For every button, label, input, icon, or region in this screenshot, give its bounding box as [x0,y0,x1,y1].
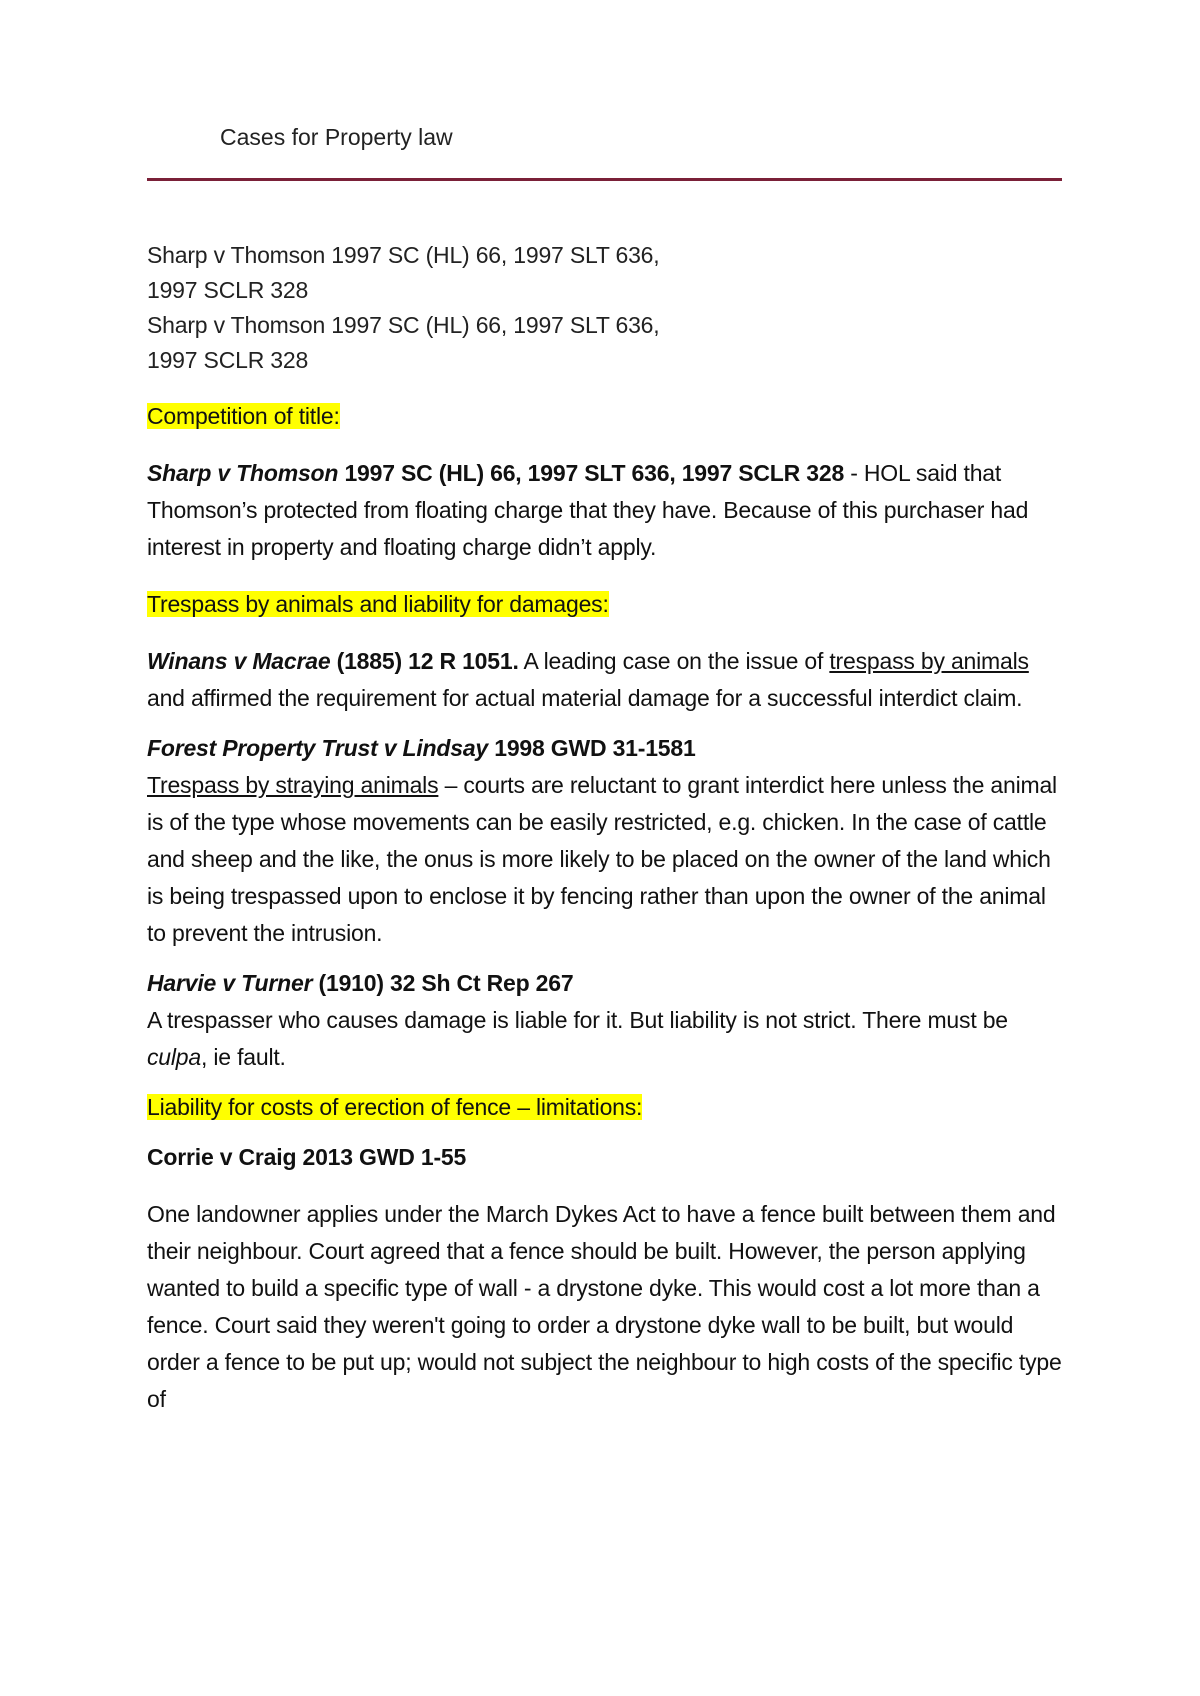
citation-line: 1997 SCLR 328 [147,347,309,373]
page-header-title: Cases for Property law [220,124,453,150]
case-citation: 1997 SC (HL) 66, 1997 SLT 636, 1997 SCLR 328 [338,460,845,486]
case-name: Harvie v Turner [147,970,313,996]
document-body [147,238,1067,1418]
case-summary: – courts are reluctant to grant interdict here unless the animal is of the type whose movements can be easily restricted, e.g. chicken. In the case of cattle and sheep and the like, the onus is more likely to be placed on the owner of the land which is being trespassed upon to enclose it by fencing rather than upon the owner of the animal to prevent the intrusion. [147,772,1057,946]
citation-line: Sharp v Thomson 1997 SC (HL) 66, 1997 SLT 636, [147,312,660,338]
case-entry-sharp [147,455,1067,566]
case-citation: 1998 GWD 31-1581 [488,735,696,761]
case-name: Sharp v Thomson [147,460,339,486]
underlined-term: trespass by animals [829,648,1029,674]
case-citation: (1885) 12 R 1051. [330,648,519,674]
latin-term: culpa [147,1044,201,1070]
citation-line: 1997 SCLR 328 [147,277,309,303]
case-entry-corrie [147,1139,1067,1176]
case-summary: - HOL said that Thomson’s protected from floating charge that they have. Because of this purchaser had interest in property and floating charge didn’t apply. [147,460,1029,560]
case-citation: (1910) 32 Sh Ct Rep 267 [312,970,574,996]
case-entry-winans: Winans v Macrae (1885) 12 R 1051. A leading case on the issue of trespass by animals and affirmed the requirement for actual material damage for a successful interdict claim. [147,648,1029,711]
underlined-term: Trespass by straying animals [147,772,439,798]
citation-block [147,238,1067,378]
case-name: Winans v Macrae [147,648,331,674]
citation-line: Sharp v Thomson 1997 SC (HL) 66, 1997 SLT 636, [147,242,660,268]
header-divider [147,178,1062,181]
section-heading-trespass: Trespass by animals and liability for damages: [147,591,609,617]
case-entry-forest-property [147,730,1067,952]
section-heading-competition: Competition of title: [147,403,340,429]
section-heading-fence: Liability for costs of erection of fence – limitations: [147,1094,643,1120]
case-entry-harvie: Harvie v Turner (1910) 32 Sh Ct Rep 267 A trespasser who causes damage is liable for it. But liability is not strict. There must be culpa, ie fault. [147,970,1008,1070]
case-title: Corrie v Craig 2013 GWD 1-55 [147,1144,467,1170]
case-summary-corrie: One landowner applies under the March Dykes Act to have a fence built between them and their neighbour. Court agreed that a fence should be built. However, the person applying wanted to build a specific type of wall - a drystone dyke. This would cost a lot more than a fence. Court said they weren't going to order a drystone dyke wall to be built, but would order a fence to be put up; would not subject the neighbour to high costs of the specific type of [147,1201,1062,1412]
case-name: Forest Property Trust v Lindsay [147,735,489,761]
